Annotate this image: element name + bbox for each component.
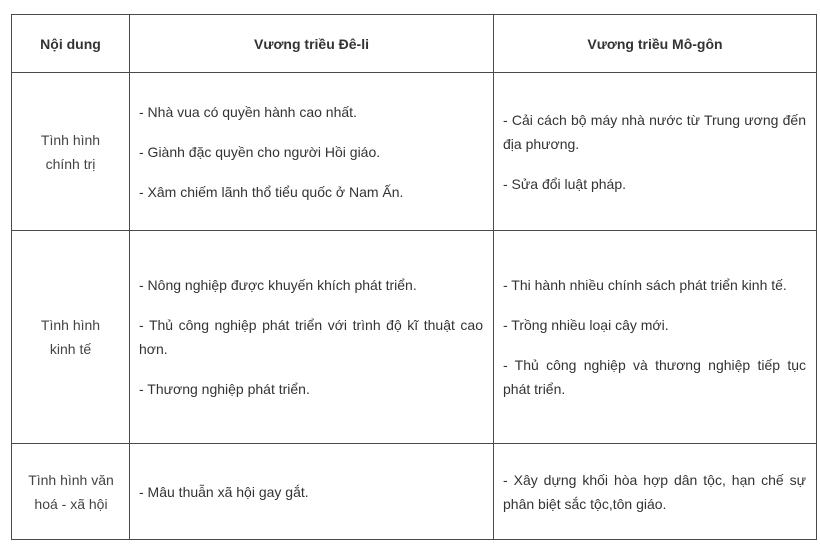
row-label-culture-society xyxy=(12,444,130,540)
cell-deli-economy xyxy=(130,231,494,444)
list-item: - Sửa đổi luật pháp. xyxy=(503,175,627,192)
comparison-table xyxy=(11,14,817,540)
table-row-politics xyxy=(12,73,817,231)
comparison-table-container xyxy=(11,14,817,540)
row-label-text: Tình hình kinh tế xyxy=(40,317,101,357)
list-item: - Trồng nhiều loại cây mới. xyxy=(503,317,669,333)
header-mogon-dynasty: Vương triều Mô-gôn xyxy=(494,15,817,73)
list-item: - Thủ công nghiệp phát triển với trình độ kĩ thuật cao hơn. xyxy=(139,317,483,357)
list-item: - Giành đặc quyền cho người Hồi giáo. xyxy=(139,143,381,160)
list-item: - Xâm chiếm lãnh thổ tiểu quốc ở Nam Ấn. xyxy=(139,183,404,200)
cell-mogon-culture-society xyxy=(494,444,817,540)
list-item: - Cải cách bộ máy nhà nước từ Trung ương đến địa phương. xyxy=(503,111,806,152)
table-row-economy xyxy=(12,231,817,444)
list-item: - Thương nghiệp phát triển. xyxy=(139,381,310,397)
header-deli-dynasty: Vương triều Đê-li xyxy=(130,15,494,73)
list-item: - Xây dựng khối hòa hợp dân tộc, hạn chế sự phân biệt sắc tộc,tôn giáo. xyxy=(503,471,806,512)
cell-deli-culture-society xyxy=(130,444,494,540)
row-label-economy xyxy=(12,231,130,444)
header-content: Nội dung xyxy=(12,15,130,73)
table-header-row xyxy=(12,15,817,73)
row-label-politics xyxy=(12,73,130,231)
row-label-text: Tình hình chính trị xyxy=(40,131,101,172)
table-row-culture-society xyxy=(12,444,817,540)
list-item: - Nông nghiệp được khuyến khích phát triển. xyxy=(139,277,417,293)
list-item: - Thủ công nghiệp và thương nghiệp tiếp tục phát triển. xyxy=(503,357,806,397)
list-item: - Thi hành nhiều chính sách phát triển kinh tế. xyxy=(503,277,787,293)
cell-deli-politics xyxy=(130,73,494,231)
cell-mogon-politics xyxy=(494,73,817,231)
row-label-text: Tình hình văn hoá - xã hội xyxy=(28,471,114,512)
list-item: - Mâu thuẫn xã hội gay gắt. xyxy=(139,483,309,500)
list-item: - Nhà vua có quyền hành cao nhất. xyxy=(139,103,357,120)
cell-mogon-economy xyxy=(494,231,817,444)
